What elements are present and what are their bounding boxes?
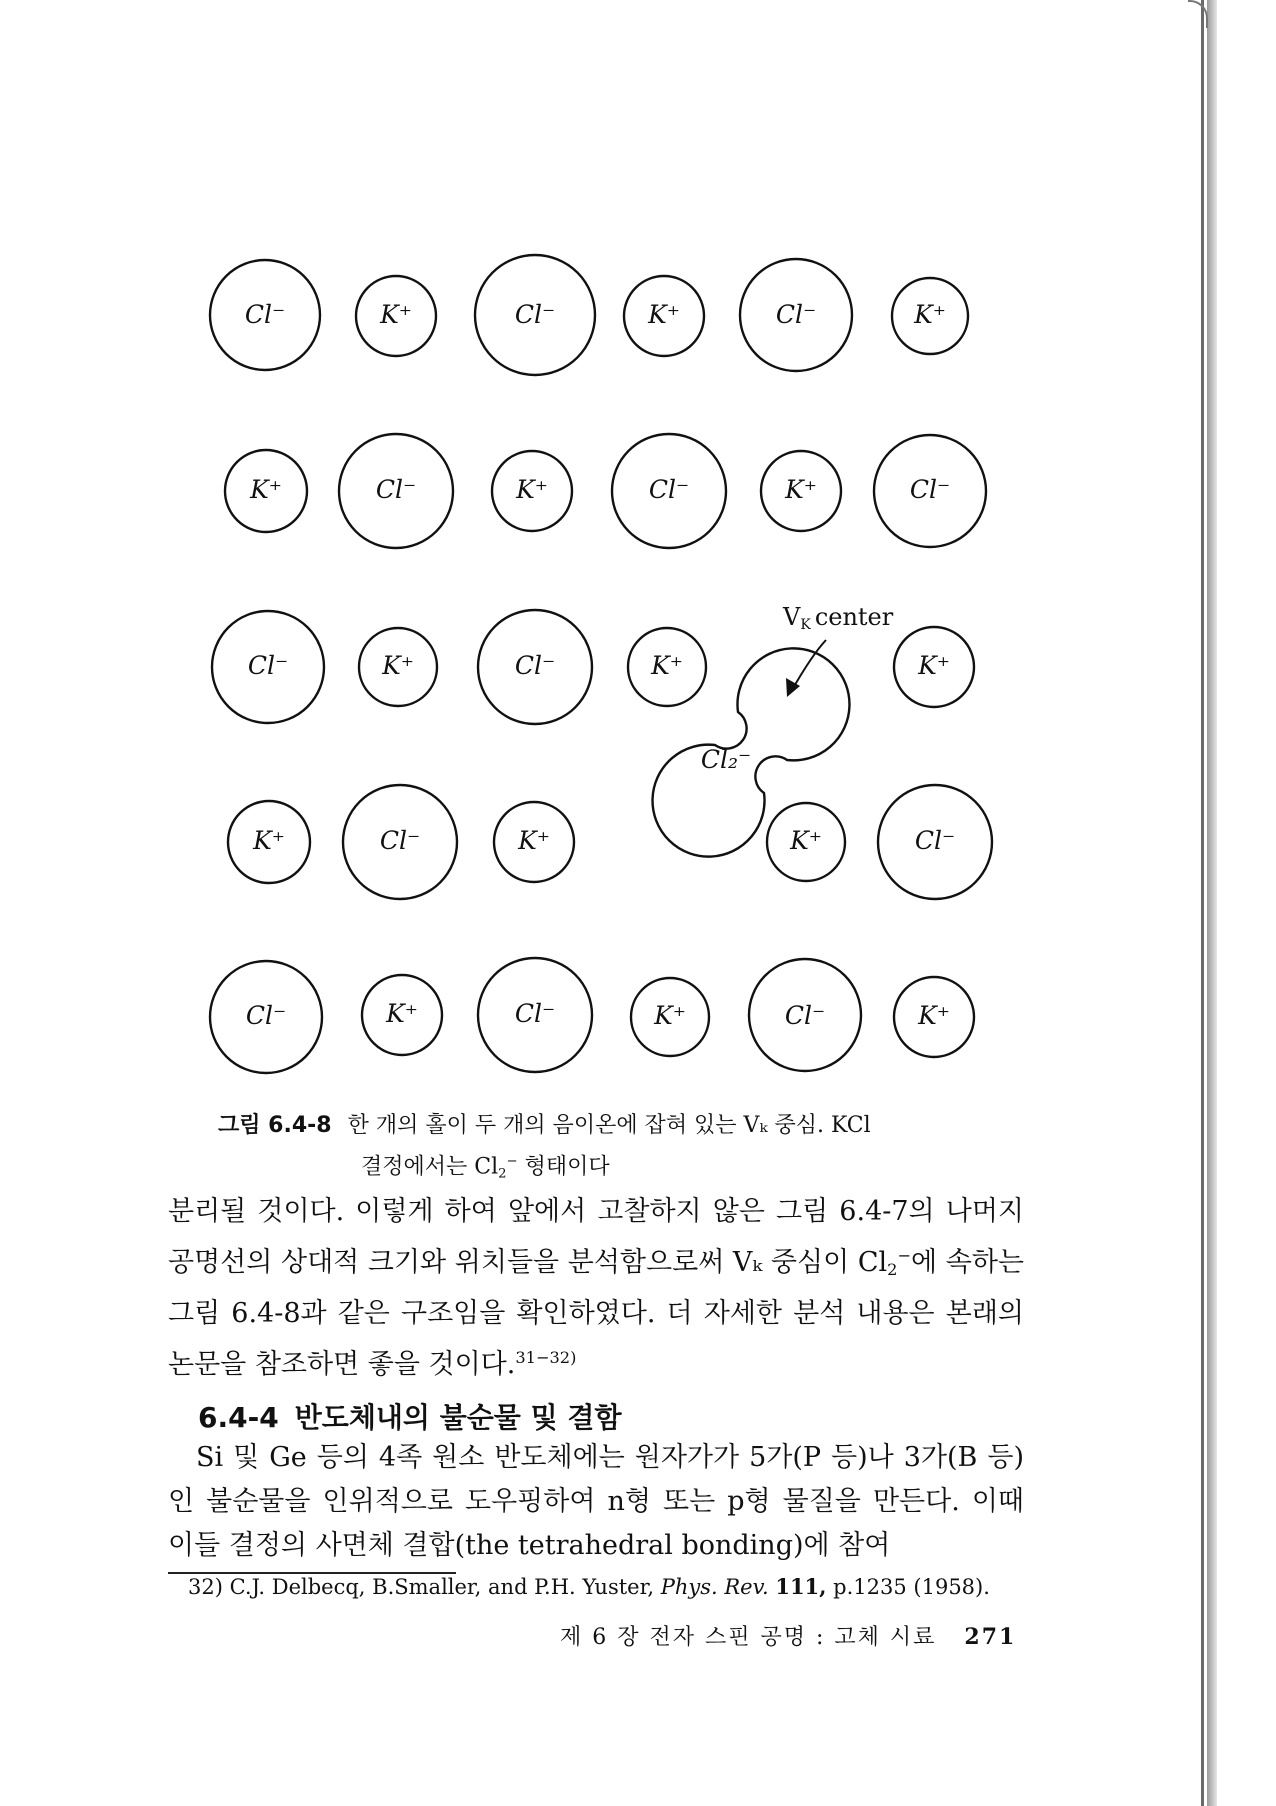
- ion-label: K⁺: [651, 651, 683, 680]
- ion-label: K⁺: [382, 651, 414, 680]
- ion-label: K⁺: [654, 1001, 686, 1030]
- ion-label: Cl⁻: [514, 999, 556, 1028]
- caption-line2: 결정에서는 $Cl_2^-$ 형태이다: [361, 1154, 610, 1182]
- ion-label: Cl⁻: [514, 651, 556, 680]
- caption-line1: 한 개의 홀이 두 개의 음이온에 잡혀 있는 Vₖ 중심. KCl: [347, 1113, 871, 1138]
- ion-label: K⁺: [518, 826, 550, 855]
- figure-caption: [218, 1108, 1018, 1192]
- body-paragraph-1: 분리될 것이다. 이렇게 하여 앞에서 고찰하지 않은 그림 6.4-7의 나머지 공명선의 상대적 크기와 위치들을 분석함으로써 Vₖ 중심이 $Cl_2^-$에 속하는 그림 6.4-8과 같은 구조임을 확인하였다. 더 자세한 분석 내용은 본래의 논문을 참조하면 좋을 것이다.$^{31-32)}$: [168, 1196, 1024, 1380]
- ion-label: K⁺: [918, 651, 950, 680]
- section-heading: 6.4-4 반도체내의 불순물 및 결함: [198, 1401, 622, 1434]
- ion-label: K⁺: [914, 300, 946, 329]
- cl2-label: Cl₂⁻: [700, 745, 752, 774]
- page-number: 271: [964, 1624, 1017, 1650]
- ion-label: K⁺: [785, 475, 817, 504]
- ion-label: K⁺: [516, 475, 548, 504]
- ion-label: Cl⁻: [648, 475, 690, 504]
- caption-number: 그림 6.4-8: [218, 1113, 332, 1138]
- body-paragraph-2: Si 및 Ge 등의 4족 원소 반도체에는 원자가가 5가(P 등)나 3가(B 등)인 불순물을 인위적으로 도우핑하여 n형 또는 p형 물질을 만든다. 이때 이들 결정의 사면체 결합(the tetrahedral bonding)에 참여: [168, 1442, 1024, 1561]
- ion-label: Cl⁻: [784, 1001, 826, 1030]
- footnote-32: 32) C.J. Delbecq, B.Smaller, and P.H. Yuster, Phys. Rev. 111, p.1235 (1958).: [188, 1574, 990, 1599]
- ion-label: K⁺: [253, 826, 285, 855]
- ion-label: K⁺: [386, 999, 418, 1028]
- ion-label: K⁺: [918, 1001, 950, 1030]
- ion-label: Cl⁻: [379, 826, 421, 855]
- ion-label: Cl⁻: [245, 1001, 287, 1030]
- ion-label: Cl⁻: [514, 300, 556, 329]
- vk-center-label: VK center: [783, 603, 894, 633]
- ion-label: Cl⁻: [244, 300, 286, 329]
- page-edge-shadow: [1207, 0, 1217, 1806]
- ion-label: K⁺: [380, 300, 412, 329]
- ion-label: Cl⁻: [775, 300, 817, 329]
- ion-label: Cl⁻: [247, 651, 289, 680]
- ion-label: Cl⁻: [914, 826, 956, 855]
- ion-label: K⁺: [790, 826, 822, 855]
- ion-label: K⁺: [250, 475, 282, 504]
- ion-label: K⁺: [648, 300, 680, 329]
- ion-label: Cl⁻: [375, 475, 417, 504]
- ion-label: Cl⁻: [909, 475, 951, 504]
- running-footer: 제 6 장 전자 스핀 공명 : 고체 시료 271: [560, 1624, 1017, 1650]
